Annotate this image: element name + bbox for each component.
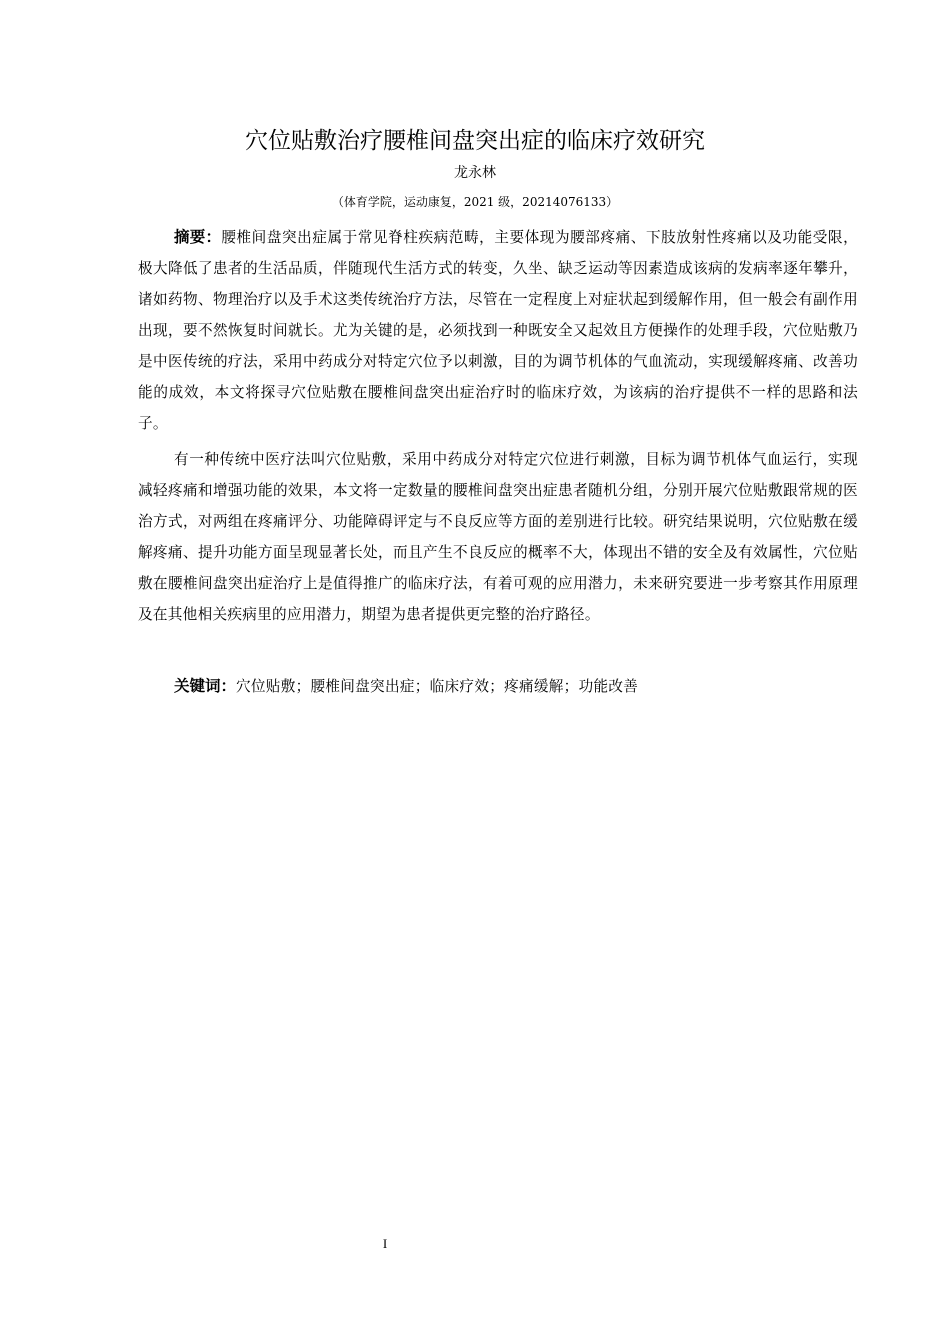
abstract-paragraph [138,222,858,439]
keywords-label: 关键词： [174,677,237,695]
author-name: 龙永林 [454,165,496,181]
abstract-text: 腰椎间盘突出症属于常见脊柱疾病范畴，主要体现为腰部疼痛、下肢放射性疼痛以及功能受限，极大降低了患者的生活品质，伴随现代生活方式的转变，久坐、缺乏运动等因素造成该病的发病率逐年攀升，诸如药物、物理治疗以及手术这类传统治疗方法，尽管在一定程度上对症状起到缓解作用，但一般会有副作用出现，要不然恢复时间就长。尤为关键的是，必须找到一种既安全又起效且方便操作的处理手段，穴位贴敷乃是中医传统的疗法，采用中药成分对特定穴位予以刺激，目的为调节机体的气血流动，实现缓解疼痛、改善功能的成效，本文将探寻穴位贴敷在腰椎间盘突出症治疗时的临床疗效，为该病的治疗提供不一样的思路和法子。 [138,229,858,432]
author-affiliation: （体育学院，运动康复，2021 级，20214076133） [331,195,619,209]
keywords-text: 穴位贴敷；腰椎间盘突出症；临床疗效；疼痛缓解；功能改善 [236,678,639,695]
page-number: I [382,1236,388,1251]
keywords-line [138,671,858,702]
paper-title: 穴位贴敷治疗腰椎间盘突出症的临床疗效研究 [245,128,705,154]
abstract-paragraph-2: 有一种传统中医疗法叫穴位贴敷，采用中药成分对特定穴位进行刺激，目标为调节机体气血运行，实现减轻疼痛和增强功能的效果，本文将一定数量的腰椎间盘突出症患者随机分组，分别开展穴位贴敷跟常规的医治方式，对两组在疼痛评分、功能障碍评定与不良反应等方面的差别进行比较。研究结果说明，穴位贴敷在缓解疼痛、提升功能方面呈现显著长处，而且产生不良反应的概率不大，体现出不错的安全及有效属性，穴位贴敷在腰椎间盘突出症治疗上是值得推广的临床疗法，有着可观的应用潜力，未来研究要进一步考察其作用原理及在其他相关疾病里的应用潜力，期望为患者提供更完整的治疗路径。 [138,451,858,623]
abstract-label: 摘要： [174,228,222,246]
